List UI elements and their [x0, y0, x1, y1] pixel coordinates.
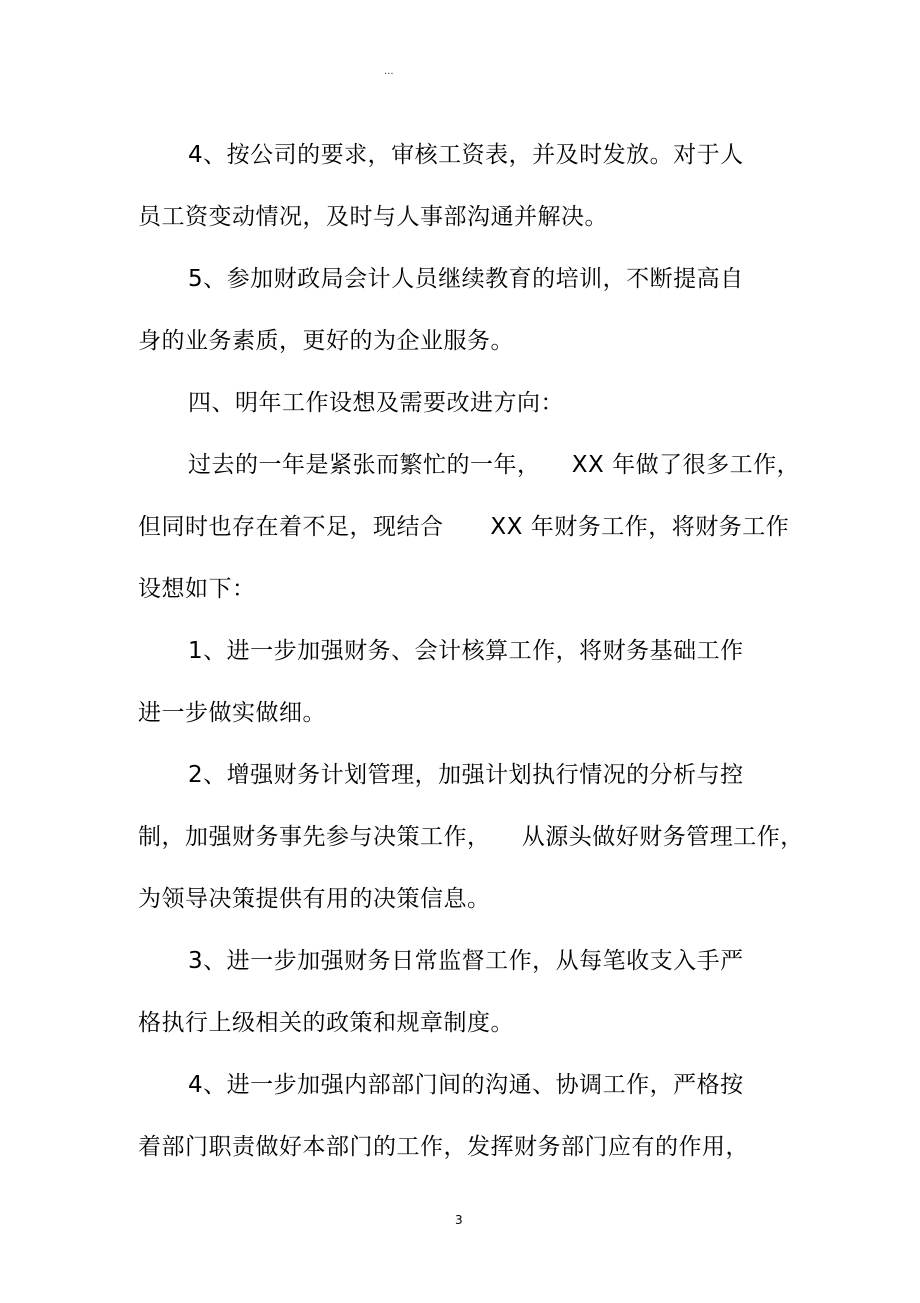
text-line-12: 制，加强财务事先参与决策工作， 从源头做好财务管理工作， — [138, 824, 804, 850]
text-line-15: 格执行上级相关的政策和规章制度。 — [138, 1010, 514, 1036]
text-line-8: 设想如下： — [138, 576, 256, 602]
header-mark: ... — [384, 66, 394, 77]
text-line-17: 着部门职责做好本部门的工作，发挥财务部门应有的作用， — [138, 1134, 749, 1160]
text-line-9: 1、进一步加强财务、会计核算工作，将财务基础工作 — [188, 638, 744, 664]
text-line-11: 2、增强财务计划管理，加强计划执行情况的分析与控 — [188, 762, 744, 788]
text-line-1: 4、按公司的要求，审核工资表，并及时发放。对于人 — [188, 142, 744, 168]
text-line-6: 过去的一年是紧张而繁忙的一年， XX 年做了很多工作， — [188, 452, 801, 478]
text-line-3: 5、参加财政局会计人员继续教育的培训，不断提高自 — [188, 266, 744, 292]
text-line-13: 为领导决策提供有用的决策信息。 — [138, 886, 491, 912]
text-line-14: 3、进一步加强财务日常监督工作，从每笔收支入手严 — [188, 948, 744, 974]
page-number: 3 — [455, 1213, 463, 1227]
text-line-16: 4、进一步加强内部部门间的沟通、协调工作，严格按 — [188, 1072, 744, 1098]
text-line-4: 身的业务素质，更好的为企业服务。 — [138, 328, 514, 354]
text-line-7: 但同时也存在着不足，现结合 XX 年财务工作，将财务工作 — [138, 514, 790, 540]
text-line-10: 进一步做实做细。 — [138, 700, 326, 726]
section-heading: 四、明年工作设想及需要改进方向： — [188, 390, 564, 416]
text-line-2: 员工资变动情况，及时与人事部沟通并解决。 — [138, 204, 608, 230]
